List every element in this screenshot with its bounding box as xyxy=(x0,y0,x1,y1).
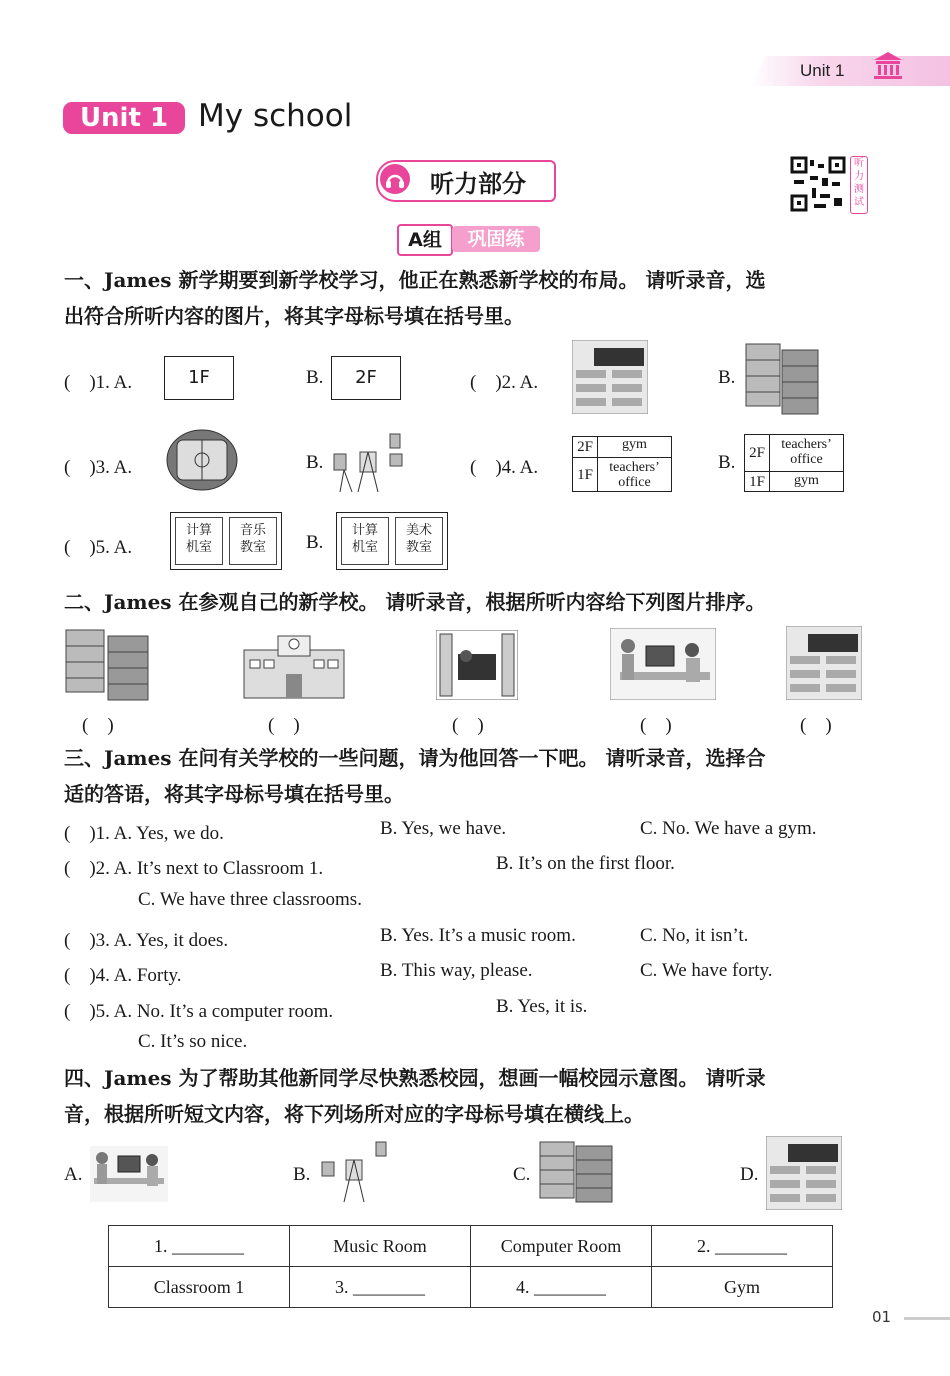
q1-item5-number[interactable]: ( )5. A. xyxy=(64,537,133,558)
unit-badge: Unit 1 xyxy=(63,102,185,134)
room-label: gym xyxy=(794,473,819,488)
option-floor-plan-b xyxy=(744,434,844,492)
q4-label-a: A. xyxy=(64,1164,83,1185)
library-picture xyxy=(538,1138,616,1204)
page-number: 01 xyxy=(872,1308,892,1326)
computer-room-picture xyxy=(90,1146,168,1202)
q3-item2-b: B. It’s on the first floor. xyxy=(496,853,675,874)
q3-item3-c: C. No, it isn’t. xyxy=(640,925,749,946)
q3-item3-a[interactable]: ( )3. A. Yes, it does. xyxy=(64,930,229,951)
table-cell-blank-3[interactable]: 3. ________ xyxy=(290,1267,471,1308)
headphone-icon xyxy=(380,164,410,194)
q1-item1-b-label: B. xyxy=(306,367,324,388)
q1-item4-number[interactable]: ( )4. A. xyxy=(470,457,539,478)
q1-item5-b-label: B. xyxy=(306,532,324,553)
floor-label: 2F xyxy=(745,435,770,471)
floor-label: 2F xyxy=(573,437,598,457)
floor-label: 1F xyxy=(745,472,770,492)
page-title: My school xyxy=(198,98,353,134)
q2-answer-blank[interactable]: ( ) xyxy=(452,715,484,736)
q3-item1-c: C. No. We have a gym. xyxy=(640,818,817,839)
table-cell-blank-1[interactable]: 1. ________ xyxy=(109,1226,290,1267)
option-floor-2f: 2F xyxy=(331,356,401,400)
table-cell: Computer Room xyxy=(471,1226,652,1267)
floor-label: 1F xyxy=(573,458,598,492)
table-cell: Music Room xyxy=(290,1226,471,1267)
qr-caption: 听力测试 xyxy=(850,156,868,214)
q1-item3-b-label: B. xyxy=(306,452,324,473)
option-floor-1f: 1F xyxy=(164,356,234,400)
classroom-picture xyxy=(572,340,648,414)
q2-answer-blank[interactable]: ( ) xyxy=(800,715,832,736)
q3-heading-line1: 三、James 在问有关学校的一些问题，请为他回答一下吧。 请听录音，选择合 xyxy=(64,746,766,770)
q4-heading-line1: 四、James 为了帮助其他新同学尽快熟悉校园，想画一幅校园示意图。 请听录 xyxy=(64,1066,766,1090)
q3-item5-a[interactable]: ( )5. A. No. It’s a computer room. xyxy=(64,1001,334,1022)
q3-item4-c: C. We have forty. xyxy=(640,960,773,981)
room-sign: 美术教室 xyxy=(395,517,443,565)
q4-label-d: D. xyxy=(740,1164,759,1185)
q3-item4-a[interactable]: ( )4. A. Forty. xyxy=(64,965,182,986)
q3-item5-c: C. It’s so nice. xyxy=(138,1031,248,1052)
computer-room-picture xyxy=(610,628,716,700)
q1-item3-number[interactable]: ( )3. A. xyxy=(64,457,133,478)
classroom-picture xyxy=(786,626,862,700)
table-cell-blank-4[interactable]: 4. ________ xyxy=(471,1267,652,1308)
table-cell-blank-2[interactable]: 2. ________ xyxy=(652,1226,833,1267)
section-title: 听力部分 xyxy=(430,170,526,198)
q3-item2-c: C. We have three classrooms. xyxy=(138,889,362,910)
campus-map-table xyxy=(108,1225,833,1308)
art-room-picture xyxy=(318,1138,390,1204)
table-row xyxy=(109,1226,833,1267)
q3-item4-b: B. This way, please. xyxy=(380,960,533,981)
library-bookshelves-picture xyxy=(744,340,822,416)
room-label: teachers’ office xyxy=(781,437,832,467)
q2-answer-blank[interactable]: ( ) xyxy=(640,715,672,736)
room-sign: 音乐教室 xyxy=(229,517,277,565)
q3-heading-line2: 适的答语，将其字母标号填在括号里。 xyxy=(64,782,404,806)
classroom-picture xyxy=(766,1136,842,1210)
room-sign: 计算机室 xyxy=(341,517,389,565)
group-sublabel: 巩固练 xyxy=(452,226,540,252)
sports-field-picture xyxy=(165,428,239,492)
q1-item1-number[interactable]: ( )1. A. xyxy=(64,372,133,393)
page-number-rule xyxy=(904,1317,950,1320)
q3-item1-a[interactable]: ( )1. A. Yes, we do. xyxy=(64,823,224,844)
q1-item4-b-label: B. xyxy=(718,452,736,473)
school-building-picture xyxy=(242,632,346,700)
school-building-icon xyxy=(872,50,904,80)
qr-code-icon[interactable] xyxy=(790,156,846,212)
q1-heading-line1: 一、James 新学期要到新学校学习，他正在熟悉新学校的布局。 请听录音，选 xyxy=(64,268,766,292)
table-cell: Gym xyxy=(652,1267,833,1308)
q2-heading: 二、James 在参观自己的新学校。 请听录音，根据所听内容给下列图片排序。 xyxy=(64,590,766,614)
room-label: teachers’ office xyxy=(609,460,660,490)
room-label: gym xyxy=(622,437,647,452)
q4-label-c: C. xyxy=(513,1164,531,1185)
music-room-picture xyxy=(436,630,518,700)
q2-answer-blank[interactable]: ( ) xyxy=(82,715,114,736)
option-room-signs-a xyxy=(170,512,282,570)
group-label: A组 xyxy=(397,224,453,256)
option-room-signs-b xyxy=(336,512,448,570)
q1-heading-line2: 出符合所听内容的图片，将其字母标号填在括号里。 xyxy=(64,304,524,328)
q1-item2-b-label: B. xyxy=(718,367,736,388)
table-row xyxy=(109,1267,833,1308)
q3-item3-b: B. Yes. It’s a music room. xyxy=(380,925,576,946)
library-picture xyxy=(64,626,150,702)
option-floor-plan-a xyxy=(572,436,672,492)
room-sign: 计算机室 xyxy=(175,517,223,565)
q4-label-b: B. xyxy=(293,1164,311,1185)
q3-item5-b: B. Yes, it is. xyxy=(496,996,588,1017)
q2-answer-blank[interactable]: ( ) xyxy=(268,715,300,736)
q4-heading-line2: 音，根据所听短文内容，将下列场所对应的字母标号填在横线上。 xyxy=(64,1102,644,1126)
q3-item1-b: B. Yes, we have. xyxy=(380,818,507,839)
table-cell: Classroom 1 xyxy=(109,1267,290,1308)
unit-header-label: Unit 1 xyxy=(800,61,845,80)
q3-item2-a[interactable]: ( )2. A. It’s next to Classroom 1. xyxy=(64,858,324,879)
q1-item2-number[interactable]: ( )2. A. xyxy=(470,372,539,393)
unit-header-tab xyxy=(750,56,950,86)
art-room-picture xyxy=(330,428,406,494)
